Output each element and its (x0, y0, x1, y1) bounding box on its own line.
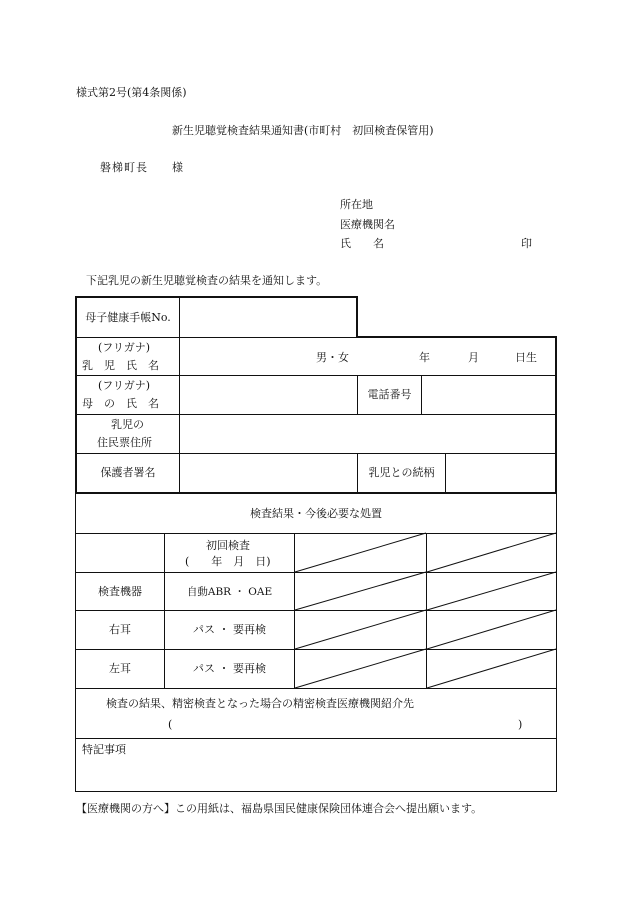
results-heading: 検査結果・今後必要な処置 (250, 507, 382, 520)
intro-text: 下記乳児の新生児聴覚検査の結果を通知します。 (86, 274, 328, 287)
diagonal-equipment-col2 (427, 572, 556, 610)
referral-paren-close: ) (518, 718, 523, 731)
location-label: 所在地 (340, 198, 373, 211)
mother-name-label: 母 の 氏 名 (82, 397, 159, 410)
remarks-label: 特記事項 (82, 743, 126, 756)
right-ear-label: 右耳 (109, 623, 131, 636)
left-ear-label: 左耳 (109, 662, 131, 675)
footer-note: 【医療機関の方へ】この用紙は、福島県国民健康保険団体連合会へ提出願います。 (76, 802, 483, 815)
diagonal-equipment-col1 (295, 572, 426, 610)
infant-name-label: 乳 児 氏 名 (82, 359, 159, 372)
honorific: 様 (172, 161, 183, 174)
diagonal-initial-col1 (295, 533, 426, 572)
diagonal-left-col2 (427, 649, 556, 688)
left-ear-result[interactable]: パス ・ 要再検 (193, 662, 266, 675)
equipment-label: 検査機器 (98, 584, 142, 598)
handbook-no-label: 母子健康手帳No. (85, 310, 171, 324)
exam-date-line[interactable]: ( 年 月 日) (185, 555, 271, 568)
guardian-label: 保護者署名 (100, 466, 156, 479)
form-number: 様式第2号(第4条関係) (76, 86, 187, 99)
diagonal-initial-col2 (427, 533, 556, 572)
seal-mark: 印 (521, 237, 532, 250)
birth-month-label: 月 (468, 351, 479, 364)
diagonal-left-col1 (295, 649, 426, 688)
diagonal-right-col2 (427, 610, 556, 649)
right-ear-result[interactable]: パス ・ 要再検 (193, 623, 266, 636)
institution-label: 医療機関名 (340, 218, 395, 231)
document-title: 新生児聴覚検査結果通知書(市町村 初回検査保管用) (172, 124, 434, 137)
infant-furigana-label: (フリガナ) (98, 341, 151, 354)
sex-options[interactable]: 男・女 (316, 351, 349, 364)
addressee: 磐梯町長 (100, 161, 148, 174)
name-label: 氏 名 (340, 237, 384, 250)
referral-label: 検査の結果、精密検査となった場合の精密検査医療機関紹介先 (106, 697, 414, 710)
address-label-line1: 乳児の (111, 418, 144, 431)
equipment-options[interactable]: 自動ABR ・ OAE (186, 585, 273, 598)
remarks-field[interactable] (76, 760, 556, 790)
mother-furigana-label: (フリガナ) (98, 379, 151, 392)
initial-exam-label: 初回検査 (206, 539, 250, 552)
birth-day-label: 日生 (515, 351, 537, 364)
referral-field[interactable] (180, 714, 512, 734)
diagonal-right-col1 (295, 610, 426, 649)
referral-paren-open: ( (168, 718, 173, 731)
address-label-line2: 住民票住所 (97, 436, 152, 449)
relation-label: 乳児との続柄 (368, 466, 435, 479)
birth-year-label: 年 (419, 351, 430, 364)
phone-label: 電話番号 (367, 388, 412, 401)
